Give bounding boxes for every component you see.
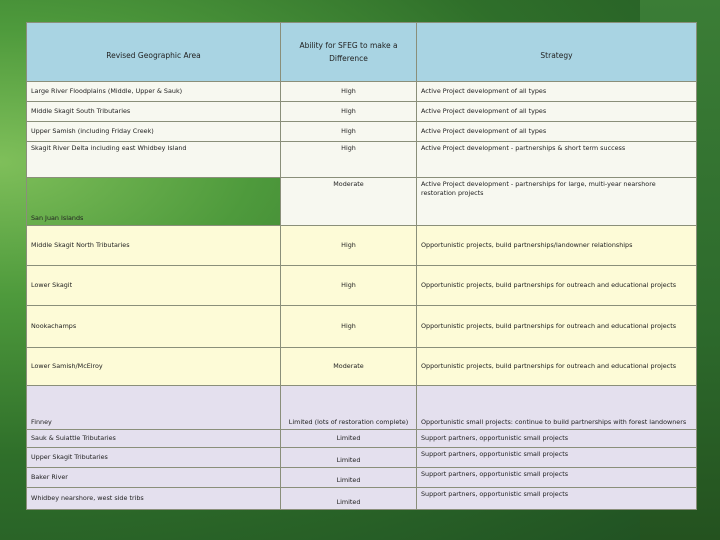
strategy-cell: Opportunistic small projects: continue to build partnerships with forest landowners — [417, 386, 697, 430]
area-cell: Sauk & Suiattle Tributaries — [27, 430, 281, 448]
strategy-cell: Active Project development of all types — [417, 122, 697, 142]
ability-cell: High — [281, 142, 417, 178]
table-row — [27, 142, 697, 178]
strategy-cell: Support partners, opportunistic small projects — [417, 430, 697, 448]
area-cell: Lower Samish/McElroy — [27, 348, 281, 386]
strategy-cell: Opportunistic projects, build partnerships/landowner relationships — [417, 226, 697, 266]
table-row — [27, 448, 697, 468]
table-row — [27, 386, 697, 430]
table-row — [27, 102, 697, 122]
area-cell: Finney — [27, 386, 281, 430]
table-row — [27, 178, 697, 226]
strategy-cell: Active Project development - partnerships & short term success — [417, 142, 697, 178]
area-cell: Large River Floodplains (Middle, Upper & Sauk) — [27, 82, 281, 102]
area-cell: Middle Skagit South Tributaries — [27, 102, 281, 122]
table-row — [27, 348, 697, 386]
area-cell: Skagit River Delta including east Whidbey Island — [27, 142, 281, 178]
ability-cell: High — [281, 306, 417, 348]
table-row — [27, 306, 697, 348]
ability-cell: Limited — [281, 468, 417, 488]
area-cell: Lower Skagit — [27, 266, 281, 306]
ability-cell: Moderate — [281, 348, 417, 386]
strategy-cell: Active Project development of all types — [417, 82, 697, 102]
ability-cell: Limited — [281, 430, 417, 448]
table-row — [27, 82, 697, 102]
table-header-row — [27, 23, 697, 82]
header-ability: Ability for SFEG to make a Difference — [281, 23, 417, 82]
area-cell: Upper Samish (including Friday Creek) — [27, 122, 281, 142]
ability-cell: Limited — [281, 488, 417, 510]
ability-cell: Limited (lots of restoration complete) — [281, 386, 417, 430]
strategy-cell: Active Project development - partnerships for large, multi-year nearshore restoration projects — [417, 178, 697, 226]
table-row — [27, 430, 697, 448]
strategy-cell: Opportunistic projects, build partnerships for outreach and educational projects — [417, 348, 697, 386]
table-row — [27, 226, 697, 266]
table-row — [27, 488, 697, 510]
strategy-cell: Active Project development of all types — [417, 102, 697, 122]
strategy-cell: Opportunistic projects, build partnerships for outreach and educational projects — [417, 266, 697, 306]
table-row — [27, 122, 697, 142]
area-cell: Nookachamps — [27, 306, 281, 348]
table-row — [27, 266, 697, 306]
ability-cell: High — [281, 122, 417, 142]
area-cell: Upper Skagit Tributaries — [27, 448, 281, 468]
area-cell: Middle Skagit North Tributaries — [27, 226, 281, 266]
area-cell: Baker River — [27, 468, 281, 488]
ability-cell: High — [281, 102, 417, 122]
ability-cell: Moderate — [281, 178, 417, 226]
area-cell: San Juan Islands — [27, 178, 281, 226]
strategy-table — [26, 22, 697, 510]
ability-cell: High — [281, 266, 417, 306]
strategy-cell: Support partners, opportunistic small projects — [417, 448, 697, 468]
strategy-cell: Support partners, opportunistic small projects — [417, 468, 697, 488]
strategy-cell: Opportunistic projects, build partnerships for outreach and educational projects — [417, 306, 697, 348]
header-strategy: Strategy — [417, 23, 697, 82]
table-row — [27, 468, 697, 488]
ability-cell: Limited — [281, 448, 417, 468]
ability-cell: High — [281, 226, 417, 266]
header-geographic-area: Revised Geographic Area — [27, 23, 281, 82]
strategy-cell: Support partners, opportunistic small projects — [417, 488, 697, 510]
ability-cell: High — [281, 82, 417, 102]
area-cell: Whidbey nearshore, west side tribs — [27, 488, 281, 510]
